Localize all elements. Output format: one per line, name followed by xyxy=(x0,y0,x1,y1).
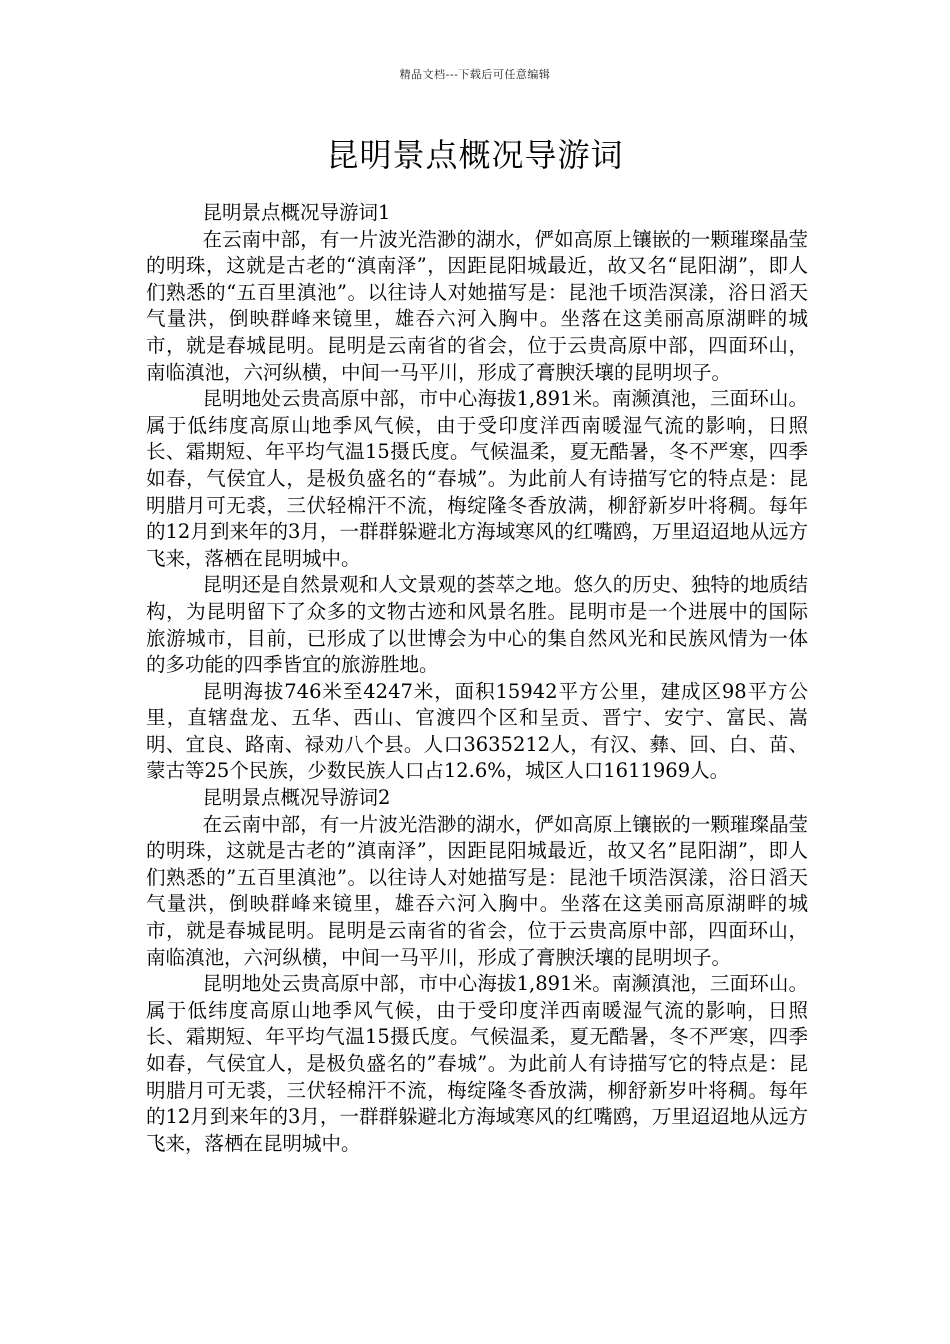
body-paragraph: 在云南中部，有一片波光浩渺的湖水，俨如高原上镶嵌的一颗璀璨晶莹的明珠，这就是古老的“滇南泽”，因距昆阳城最近，故又名“昆阳湖”，即人们熟悉的“五百里滇池”。以往诗人对她描写是：昆池千顷浩溟漾，浴日滔天气量洪，倒映群峰来镜里，雄吞六河入胸中。坐落在这美丽高原湖畔的城市，就是春城昆明。昆明是云南省的省会，位于云贵高原中部，四面环山，南临滇池，六河纵横，中间一马平川，形成了膏腴沃壤的昆明坝子。 xyxy=(146,227,808,384)
header-note: 精品文档---下载后可任意编辑 xyxy=(399,68,551,81)
body-paragraph: 昆明海拔746米至4247米，面积15942平方公里，建成区98平方公里，直辖盘龙、五华、西山、官渡四个区和呈贡、晋宁、安宁、富民、嵩明、宜良、路南、禄劝八个县。人口3635212人，有汉、彝、回、白、苗、蒙古等25个民族，少数民族人口占12.6%，城区人口1611969人。 xyxy=(146,679,808,783)
body-paragraph: 昆明地处云贵高原中部，市中心海拔1,891米。南濒滇池，三面环山。属于低纬度高原山地季风气候，由于受印度洋西南暖湿气流的影响，日照长、霜期短、年平均气温15摄氏度。气候温柔，夏无酷暑，冬不严寒，四季如春，气侯宜人，是极负盛名的“春城”。为此前人有诗描写它的特点是：昆明腊月可无裘，三伏轻棉汗不流，梅绽隆冬香放满，柳舒新岁叶将稠。每年的12月到来年的3月，一群群躲避北方海域寒风的红嘴鸥，万里迢迢地从远方飞来，落栖在昆明城中。 xyxy=(146,387,808,570)
body-paragraph: 昆明地处云贵高原中部，市中心海拔1,891米。南濒滇池，三面环山。属于低纬度高原山地季风气候，由于受印度洋西南暖湿气流的影响，日照长、霜期短、年平均气温15摄氏度。气候温柔，夏无酷暑，冬不严寒，四季如春，气侯宜人，是极负盛名的”春城”。为此前人有诗描写它的特点是：昆明腊月可无裘，三伏轻棉汗不流，梅绽隆冬香放满，柳舒新岁叶将稠。每年的12月到来年的3月，一群群躲避北方海域寒风的红嘴鸥，万里迢迢地从远方飞来，落栖在昆明城中。 xyxy=(146,972,808,1155)
body-paragraph: 在云南中部，有一片波光浩渺的湖水，俨如高原上镶嵌的一颗璀璨晶莹的明珠，这就是古老的”滇南泽”，因距昆阳城最近，故又名”昆阳湖”，即人们熟悉的”五百里滇池”。以往诗人对她描写是：昆池千顷浩溟漾，浴日滔天气量洪，倒映群峰来镜里，雄吞六河入胸中。坐落在这美丽高原湖畔的城市，就是春城昆明。昆明是云南省的省会，位于云贵高原中部，四面环山，南临滇池，六河纵横，中间一马平川，形成了膏腴沃壤的昆明坝子。 xyxy=(146,812,808,969)
body-paragraph: 昆明还是自然景观和人文景观的荟萃之地。悠久的历史、独特的地质结构，为昆明留下了众多的文物古迹和风景名胜。昆明市是一个进展中的国际旅游城市，目前，已形成了以世博会为中心的集自然风光和民族风情为一体的多功能的四季皆宜的旅游胜地。 xyxy=(146,573,808,677)
document-body xyxy=(146,200,808,1157)
document-title: 昆明景点概况导游词 xyxy=(326,136,624,174)
section-heading: 昆明景点概况导游词1 xyxy=(202,201,391,224)
section-heading: 昆明景点概况导游词2 xyxy=(202,786,391,810)
